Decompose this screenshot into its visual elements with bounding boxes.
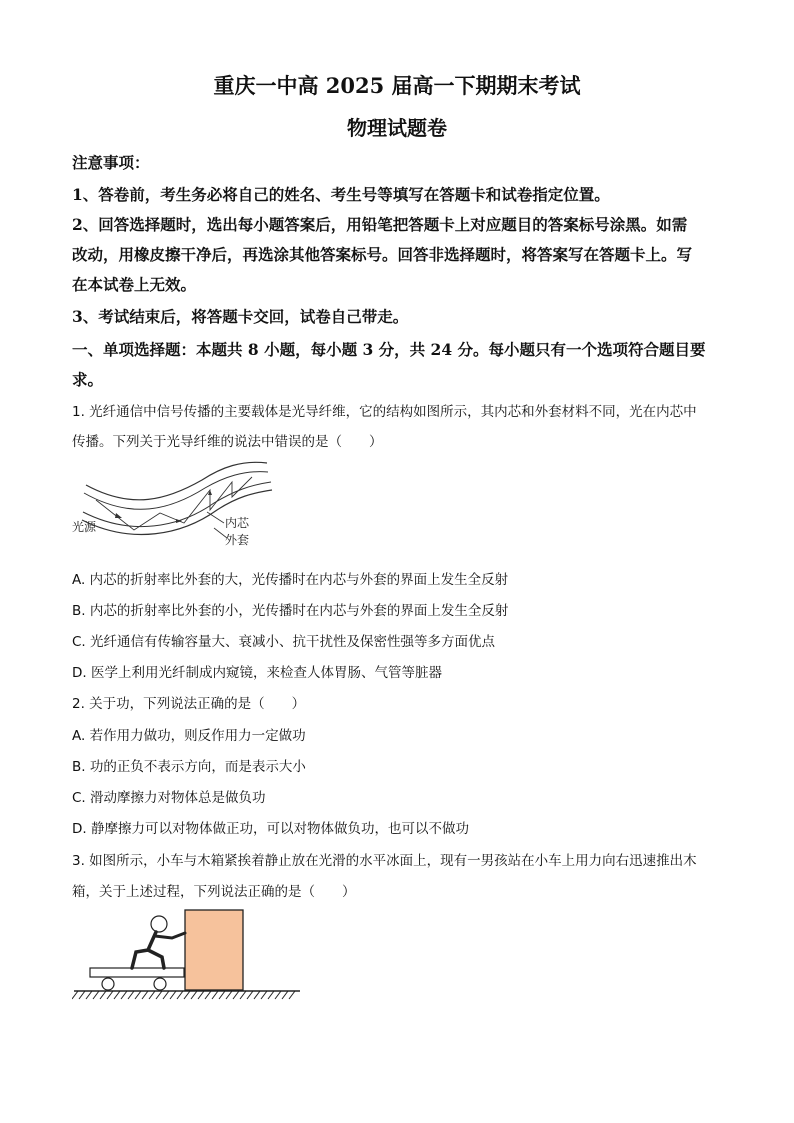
question-2-option-a: A. 若作用力做功，则反作用力一定做功 — [72, 728, 306, 744]
question-2-option-b: B. 功的正负不表示方向，而是表示大小 — [72, 759, 306, 775]
question-1-stem: 1. 光纤通信中信号传播的主要载体是光导纤维，它的结构如图所示，其内芯和外套材料不同，光在内芯中 — [72, 404, 697, 420]
hatch-line — [226, 991, 232, 999]
question-1-stem-cont: 传播。下列关于光导纤维的说法中错误的是（ ） — [72, 434, 383, 450]
boy-arms — [155, 933, 185, 938]
label-light-source: 光源 — [72, 520, 97, 534]
hatch-line — [205, 991, 211, 999]
hatch-line — [86, 991, 92, 999]
notice-line: 2、回答选择题时，选出每小题答案后，用铅笔把答题卡上对应题目的答案标号涂黑。如需 — [72, 215, 688, 234]
hatch-line — [93, 991, 99, 999]
hatch-line — [128, 991, 134, 999]
hatch-line — [240, 991, 246, 999]
hatch-line — [184, 991, 190, 999]
question-1-option-a: A. 内芯的折射率比外套的大，光传播时在内芯与外套的界面上发生全反射 — [72, 572, 509, 588]
question-3-stem: 3. 如图所示，小车与木箱紧挨着静止放在光滑的水平冰面上，现有一男孩站在小车上用力向右迅速推出木 — [72, 853, 697, 869]
exam-title: 重庆一中高 2025 届高一下期期末考试 — [213, 73, 581, 98]
hatch-line — [247, 991, 253, 999]
boy-leg — [148, 950, 164, 968]
boy-body — [132, 932, 156, 968]
core-leader — [207, 512, 224, 523]
hatch-line — [114, 991, 120, 999]
hatch-line — [191, 991, 197, 999]
question-2-option-d: D. 静摩擦力可以对物体做正功，可以对物体做负功，也可以不做功 — [72, 821, 469, 837]
cart-platform — [90, 968, 184, 977]
hatch-line — [198, 991, 204, 999]
hatch-line — [268, 991, 274, 999]
question-2-stem: 2. 关于功，下列说法正确的是（ ） — [72, 696, 306, 712]
hatch-line — [261, 991, 267, 999]
hatch-line — [149, 991, 155, 999]
optical-fiber-figure — [72, 455, 282, 555]
hatch-line — [79, 991, 85, 999]
ray-arrow — [115, 513, 122, 518]
wooden-box — [185, 910, 243, 990]
notice-line: 改动，用橡皮擦干净后，再选涂其他答案标号。回答非选择题时，将答案写在答题卡上。写 — [72, 245, 693, 264]
hatch-line — [282, 991, 288, 999]
question-2-option-c: C. 滑动摩擦力对物体总是做负功 — [72, 790, 266, 806]
hatch-line — [121, 991, 127, 999]
notice-heading: 注意事项： — [72, 153, 150, 172]
label-cladding: 外套 — [225, 533, 250, 547]
hatch-line — [156, 991, 162, 999]
question-1-option-d: D. 医学上利用光纤制成内窥镜，来检查人体胃肠、气管等脏器 — [72, 665, 442, 681]
question-1-option-b: B. 内芯的折射率比外套的小，光传播时在内芯与外套的界面上发生全反射 — [72, 603, 509, 619]
hatch-line — [212, 991, 218, 999]
question-1-option-c: C. 光纤通信有传输容量大、衰减小、抗干扰性及保密性强等多方面优点 — [72, 634, 496, 650]
ground-hatching — [72, 991, 295, 999]
notice-line: 在本试卷上无效。 — [72, 275, 197, 294]
hatch-line — [100, 991, 106, 999]
hatch-line — [142, 991, 148, 999]
hatch-line — [135, 991, 141, 999]
cladding-outer-top — [86, 462, 267, 500]
hatch-line — [72, 991, 78, 999]
cart-wheel — [102, 978, 114, 990]
notice-line: 3、考试结束后，将答题卡交回，试卷自己带走。 — [72, 307, 409, 326]
boy-head — [151, 916, 167, 932]
cart-wheel — [154, 978, 166, 990]
hatch-line — [177, 991, 183, 999]
hatch-line — [289, 991, 295, 999]
label-core: 内芯 — [225, 516, 250, 530]
cart-and-box-figure — [72, 905, 304, 1005]
hatch-line — [233, 991, 239, 999]
hatch-line — [170, 991, 176, 999]
hatch-line — [219, 991, 225, 999]
hatch-line — [163, 991, 169, 999]
section-heading: 一、单项选择题：本题共 8 小题，每小题 3 分，共 24 分。每小题只有一个选项符合题目要 — [72, 340, 706, 359]
notice-line: 1、答卷前，考生务必将自己的姓名、考生号等填写在答题卡和试卷指定位置。 — [72, 185, 610, 204]
section-heading-cont: 求。 — [72, 370, 104, 389]
hatch-line — [254, 991, 260, 999]
hatch-line — [107, 991, 113, 999]
question-3-stem-cont: 箱，关于上述过程，下列说法正确的是（ ） — [72, 884, 356, 900]
exam-subtitle: 物理试题卷 — [347, 116, 447, 140]
hatch-line — [275, 991, 281, 999]
